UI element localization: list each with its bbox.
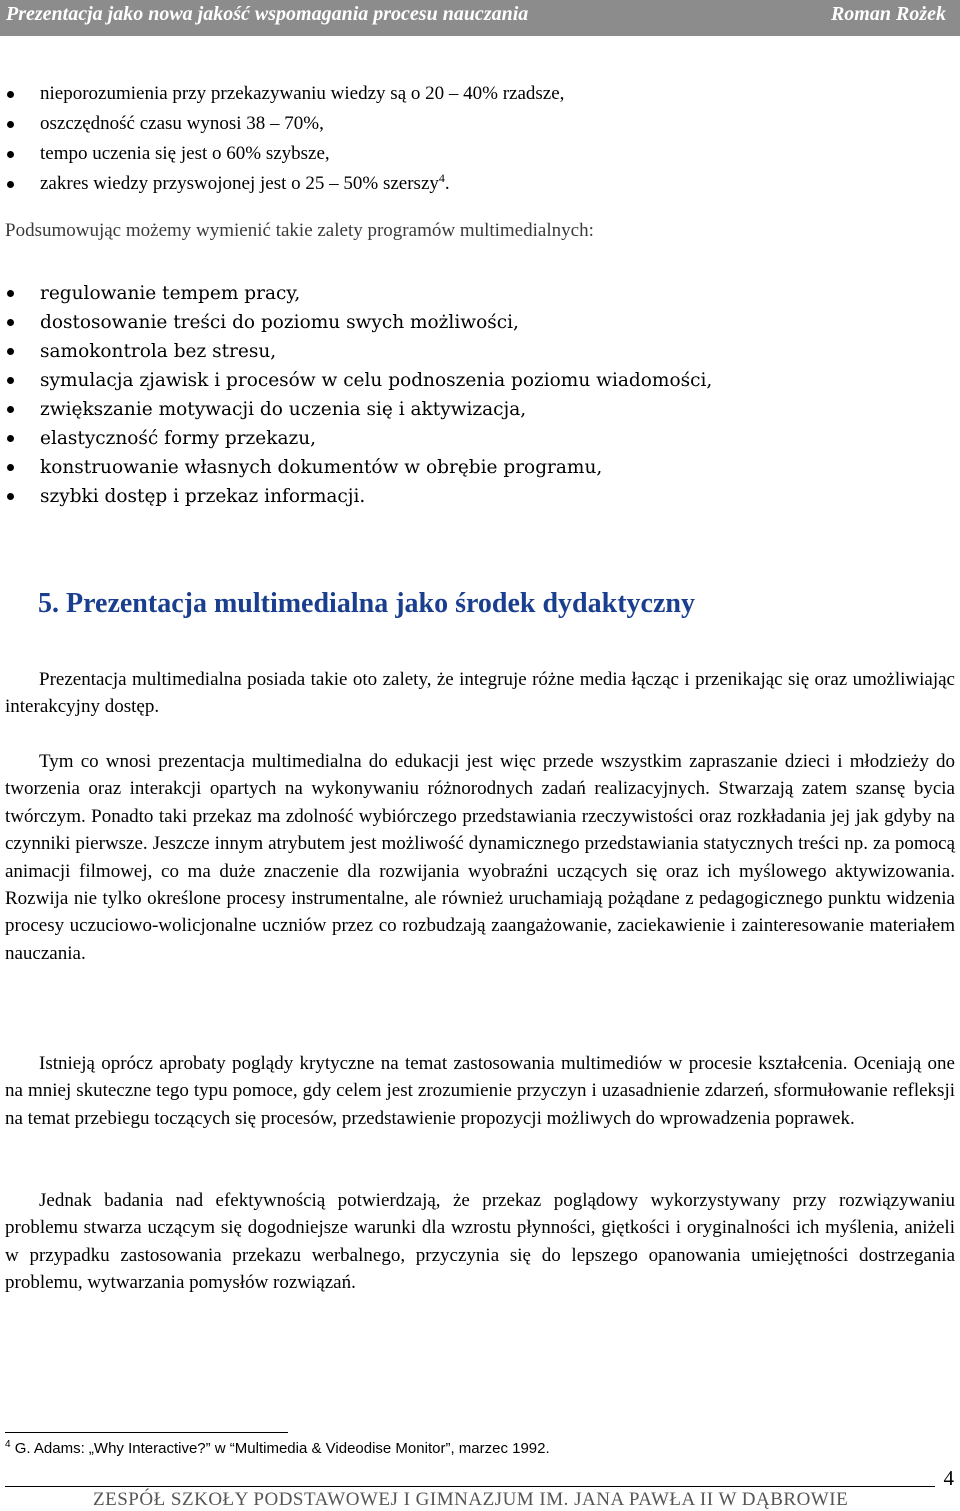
list-item: symulacja zjawisk i procesów w celu podnoszenia poziomu wiadomości, <box>0 366 712 395</box>
bullet-icon <box>7 348 14 355</box>
bullet-icon <box>7 181 14 188</box>
paragraph: Istnieją oprócz aprobaty poglądy krytyczne na temat zastosowania multimediów w procesie kształcenia. Oceniają one na mniej skuteczne tego typu pomoce, gdy celem jest zrozumienie przyczyn i uzasadnienie zdarzeń, sformułowanie refleksji na temat przebiegu toczących się procesów, przedstawienie propozycji możliwych do wprowadzenia poprawek. <box>5 1053 955 1129</box>
page-number: 4 <box>943 1466 954 1490</box>
statistics-list <box>0 79 564 199</box>
list-item: szybki dostęp i przekaz informacji. <box>0 482 712 511</box>
advantages-list <box>0 279 712 511</box>
footnote <box>5 1440 550 1457</box>
list-item: konstruowanie własnych dokumentów w obrębie programu, <box>0 453 712 482</box>
footnote-number: 4 <box>5 1439 11 1450</box>
author-name: Roman Rożek <box>830 3 946 25</box>
list-item: oszczędność czasu wynosi 38 – 70%, <box>0 109 564 139</box>
paragraph: Tym co wnosi prezentacja multimedialna do edukacji jest więc przede wszystkim zapraszanie dzieci i młodzieży do tworzenia oraz interakcji opartych na wykonywaniu różnorodnych zadań realizacyjnych. Stwarzają zatem szansę bycia twórczym. Ponadto taki przekaz ma zdolność wybiórczego przedstawiania rzeczywistości oraz rozkładania jej jak gdyby na czynniki pierwsze. Jeszcze innym atrybutem jest możliwość dynamicznego przedstawiania statycznych treści np. za pomocą animacji filmowej, co ma duże znaczenie dla rozwijania wyobraźni uczących się oraz ich myślowego aktywizowania. Rozwija nie tylko określone procesy instrumentalne, ale również uruchamiają pożądane z pedagogicznego punktu widzenia procesy uczuciowo-wolicjonalne uczniów przez co rozbudzają zaangażowanie, zaciekawienie i zainteresowanie materiałem nauczania. <box>5 751 955 964</box>
list-item: zakres wiedzy przyswojonej jest o 25 – 50% szerszy$^4$. <box>0 169 564 199</box>
footnote-reference[interactable]: 4 <box>438 171 445 185</box>
bullet-icon <box>7 121 14 128</box>
footnote-divider <box>5 1432 288 1433</box>
list-item: nieporozumienia przy przekazywaniu wiedzy są o 20 – 40% rzadsze, <box>0 79 564 109</box>
footer-school-name: ZESPÓŁ SZKOŁY PODSTAWOWEJ I GIMNAZJUM IM. JANA PAWŁA II W DĄBROWIE <box>93 1489 849 1510</box>
list-item: tempo uczenia się jest o 60% szybsze, <box>0 139 564 169</box>
bullet-icon <box>7 406 14 413</box>
document-title: Prezentacja jako nowa jakość wspomagania procesu nauczania <box>6 3 529 25</box>
bullet-icon <box>7 151 14 158</box>
intro-sentence: Podsumowując możemy wymienić takie zalety programów multimedialnych: <box>5 220 594 241</box>
bullet-icon <box>7 464 14 471</box>
list-item: elastyczność formy przekazu, <box>0 424 712 453</box>
paragraph: Jednak badania nad efektywnością potwierdzają, że przekaz poglądowy wykorzystywany przy rozwiązywaniu problemu stwarza uczącym się dogodniejsze warunki dla wzrostu płynności, giętkości i oryginalności ich myślenia, aniżeli w przypadku zastosowania przekazu werbalnego, przyczynia się do lepszego opanowania umiejętności dostrzegania problemu, wytwarzania pomysłów rozwiązań. <box>5 1190 955 1294</box>
bullet-icon <box>7 377 14 384</box>
list-item: dostosowanie treści do poziomu swych możliwości, <box>0 308 712 337</box>
bullet-icon <box>7 91 14 98</box>
footer-divider <box>5 1486 935 1487</box>
bullet-icon <box>7 493 14 500</box>
section-heading: 5. Prezentacja multimedialna jako środek dydaktyczny <box>38 588 695 619</box>
page-header <box>0 0 960 36</box>
footnote-text: G. Adams: „Why Interactive?” w “Multimedia & Videodise Monitor”, marzec 1992. <box>14 1440 550 1457</box>
paragraph: Prezentacja multimedialna posiada takie oto zalety, że integruje różne media łącząc i przenikając się oraz umożliwiając interakcyjny dostęp. <box>5 669 955 718</box>
list-item: samokontrola bez stresu, <box>0 337 712 366</box>
list-item: regulowanie tempem pracy, <box>0 279 712 308</box>
bullet-icon <box>7 290 14 297</box>
bullet-icon <box>7 435 14 442</box>
list-item: zwiększanie motywacji do uczenia się i aktywizacja, <box>0 395 712 424</box>
bullet-icon <box>7 319 14 326</box>
